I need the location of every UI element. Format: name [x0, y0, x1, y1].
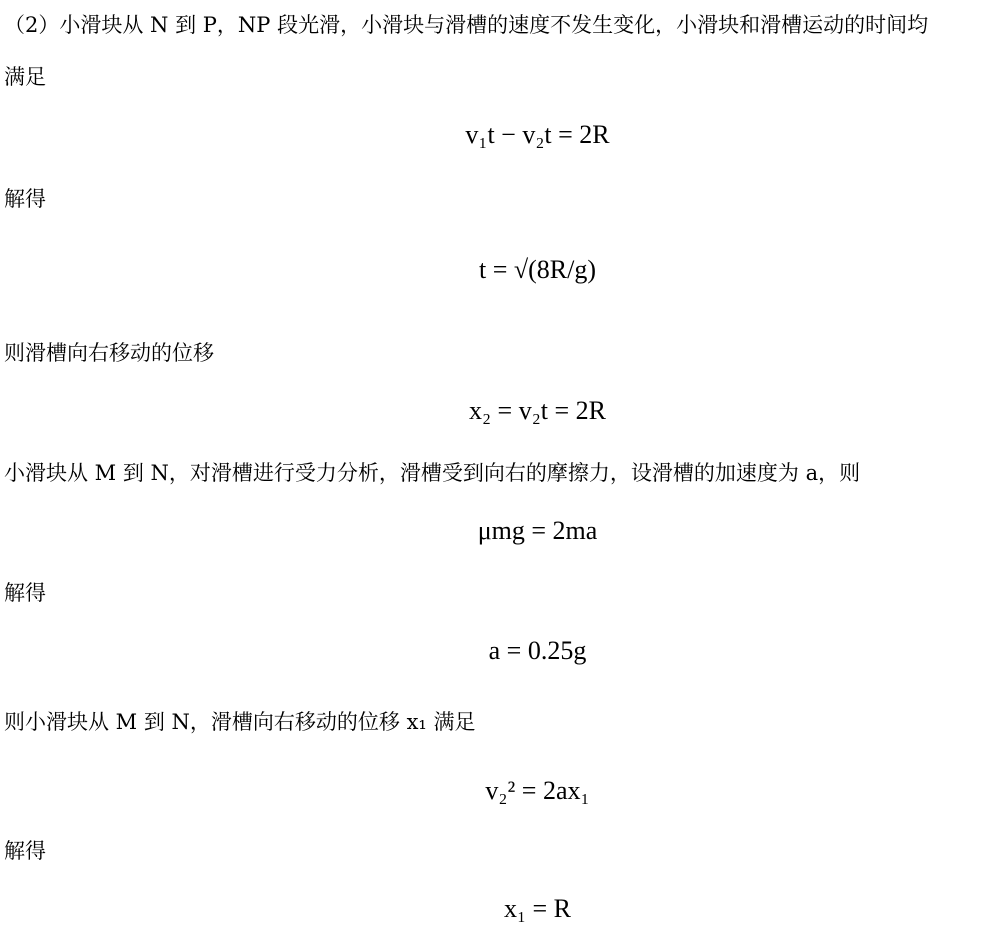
text-line-8: 解得 [4, 839, 46, 863]
equation-6: v₂² = 2ax₁ [485, 776, 590, 805]
text-line-7: 则小滑块从 M 到 N，滑槽向右移动的位移 x₁ 满足 [4, 710, 476, 734]
text-line-3: 解得 [4, 187, 46, 211]
equation-1: v₁t − v₂t = 2R [465, 120, 610, 149]
text-line-4: 则滑槽向右移动的位移 [4, 341, 214, 365]
equation-5: a = 0.25g [488, 636, 587, 665]
text-line-1: （2）小滑块从 N 到 P，NP 段光滑，小滑块与滑槽的速度不发生变化，小滑块和滑槽运动的时间均 [4, 13, 929, 37]
equation-7: x₁ = R [503, 894, 572, 923]
equation-2: t = √(8R/g) [478, 255, 597, 284]
equation-3: x₂ = v₂t = 2R [468, 396, 607, 425]
text-line-5: 小滑块从 M 到 N，对滑槽进行受力分析，滑槽受到向右的摩擦力，设滑槽的加速度为 a，则 [4, 461, 861, 485]
equation-4: μmg = 2ma [477, 516, 598, 545]
text-line-2: 满足 [4, 65, 46, 89]
text-line-6: 解得 [4, 581, 46, 605]
